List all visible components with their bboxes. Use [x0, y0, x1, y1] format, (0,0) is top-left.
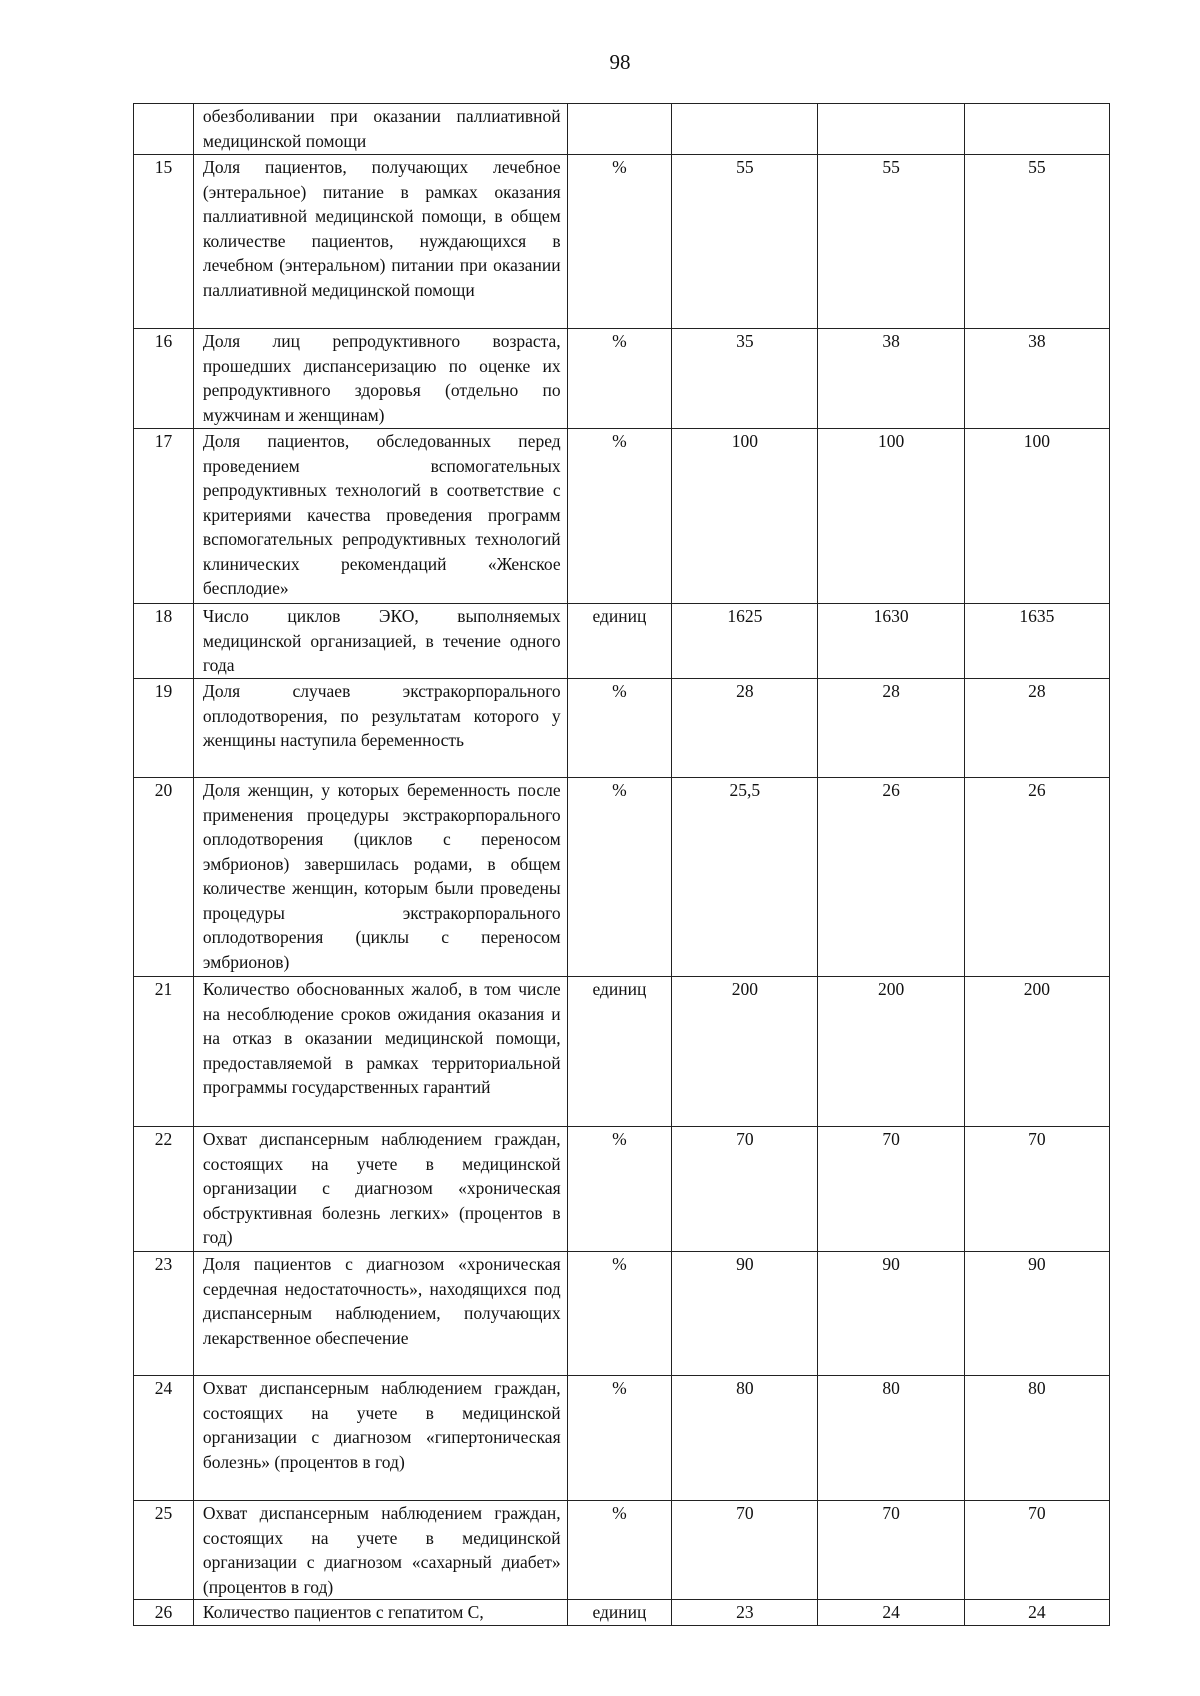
row-number: 24 — [134, 1376, 194, 1501]
value-year-3: 200 — [964, 977, 1109, 1127]
table-row — [134, 155, 1110, 329]
table-row — [134, 604, 1110, 679]
value-year-2: 26 — [818, 778, 964, 977]
value-year-2: 38 — [818, 329, 964, 429]
indicator-name: Охват диспансерным наблюдением граждан, состоящих на учете в медицинской организации с диагнозом «гипертоническая болезнь» (процентов в год) — [193, 1376, 567, 1501]
value-year-3: 80 — [964, 1376, 1109, 1501]
row-number: 15 — [134, 155, 194, 329]
indicator-name: Доля пациентов, обследованных перед проведением вспомогательных репродуктивных технологий в соответствие с критериями качества проведения программ вспомогательных репродуктивных технологий клинических рекомендаций «Женское бесплодие» — [193, 429, 567, 604]
unit-cell: % — [567, 778, 672, 977]
indicator-name: Количество обоснованных жалоб, в том числе на несоблюдение сроков ожидания оказания и на отказ в оказании медицинской помощи, предоставляемой в рамках территориальной программы государственных гарантий — [193, 977, 567, 1127]
value-year-1: 90 — [672, 1252, 818, 1376]
row-number — [134, 104, 194, 155]
value-year-2: 70 — [818, 1501, 964, 1600]
value-year-1: 25,5 — [672, 778, 818, 977]
value-year-1: 200 — [672, 977, 818, 1127]
indicators-table — [133, 103, 1110, 1626]
value-year-1: 28 — [672, 679, 818, 778]
value-year-3: 38 — [964, 329, 1109, 429]
table-row — [134, 1501, 1110, 1600]
indicator-name: Количество пациентов с гепатитом С, — [193, 1600, 567, 1626]
row-number: 25 — [134, 1501, 194, 1600]
table-row — [134, 679, 1110, 778]
unit-cell: единиц — [567, 977, 672, 1127]
value-year-3: 1635 — [964, 604, 1109, 679]
table-row — [134, 1600, 1110, 1626]
value-year-1: 23 — [672, 1600, 818, 1626]
row-number: 26 — [134, 1600, 194, 1626]
value-year-2: 1630 — [818, 604, 964, 679]
table-row — [134, 977, 1110, 1127]
indicator-name: Доля лиц репродуктивного возраста, прошедших диспансеризацию по оценке их репродуктивного здоровья (отдельно по мужчинам и женщинам) — [193, 329, 567, 429]
table-row — [134, 1127, 1110, 1252]
row-number: 20 — [134, 778, 194, 977]
table-row — [134, 429, 1110, 604]
unit-cell: % — [567, 155, 672, 329]
value-year-3: 90 — [964, 1252, 1109, 1376]
value-year-3: 100 — [964, 429, 1109, 604]
value-year-2: 70 — [818, 1127, 964, 1252]
indicator-name: обезболивании при оказании паллиативной медицинской помощи — [193, 104, 567, 155]
value-year-3: 26 — [964, 778, 1109, 977]
value-year-1: 70 — [672, 1127, 818, 1252]
value-year-3: 70 — [964, 1501, 1109, 1600]
unit-cell: единиц — [567, 604, 672, 679]
value-year-3: 28 — [964, 679, 1109, 778]
value-year-2: 55 — [818, 155, 964, 329]
value-year-3 — [964, 104, 1109, 155]
row-number: 16 — [134, 329, 194, 429]
table-row — [134, 1252, 1110, 1376]
table-row — [134, 329, 1110, 429]
value-year-2: 100 — [818, 429, 964, 604]
indicator-name: Охват диспансерным наблюдением граждан, состоящих на учете в медицинской организации с диагнозом «хроническая обструктивная болезнь легких» (процентов в год) — [193, 1127, 567, 1252]
table-row — [134, 104, 1110, 155]
value-year-1: 35 — [672, 329, 818, 429]
value-year-1: 80 — [672, 1376, 818, 1501]
indicator-name: Число циклов ЭКО, выполняемых медицинской организацией, в течение одного года — [193, 604, 567, 679]
row-number: 21 — [134, 977, 194, 1127]
row-number: 18 — [134, 604, 194, 679]
unit-cell: % — [567, 429, 672, 604]
value-year-3: 70 — [964, 1127, 1109, 1252]
value-year-2 — [818, 104, 964, 155]
indicator-name: Охват диспансерным наблюдением граждан, состоящих на учете в медицинской организации с диагнозом «сахарный диабет» (процентов в год) — [193, 1501, 567, 1600]
indicator-name: Доля пациентов с диагнозом «хроническая сердечная недостаточность», находящихся под диспансерным наблюдением, получающих лекарственное обеспечение — [193, 1252, 567, 1376]
unit-cell: % — [567, 679, 672, 778]
value-year-1: 100 — [672, 429, 818, 604]
unit-cell: % — [567, 1501, 672, 1600]
indicators-table-body — [134, 104, 1110, 1626]
value-year-2: 80 — [818, 1376, 964, 1501]
table-row — [134, 778, 1110, 977]
unit-cell: % — [567, 329, 672, 429]
row-number: 22 — [134, 1127, 194, 1252]
indicator-name: Доля пациентов, получающих лечебное (энтеральное) питание в рамках оказания паллиативной медицинской помощи, в общем количестве пациентов, нуждающихся в лечебном (энтеральном) питании при оказании паллиативной медицинской помощи — [193, 155, 567, 329]
value-year-3: 55 — [964, 155, 1109, 329]
value-year-1: 1625 — [672, 604, 818, 679]
unit-cell: единиц — [567, 1600, 672, 1626]
value-year-2: 90 — [818, 1252, 964, 1376]
unit-cell: % — [567, 1252, 672, 1376]
unit-cell: % — [567, 1376, 672, 1501]
value-year-1: 55 — [672, 155, 818, 329]
value-year-1: 70 — [672, 1501, 818, 1600]
value-year-2: 28 — [818, 679, 964, 778]
row-number: 23 — [134, 1252, 194, 1376]
row-number: 17 — [134, 429, 194, 604]
row-number: 19 — [134, 679, 194, 778]
value-year-3: 24 — [964, 1600, 1109, 1626]
value-year-1 — [672, 104, 818, 155]
table-row — [134, 1376, 1110, 1501]
page-number: 98 — [609, 50, 631, 74]
indicator-name: Доля случаев экстракорпорального оплодотворения, по результатам которого у женщины наступила беременность — [193, 679, 567, 778]
value-year-2: 24 — [818, 1600, 964, 1626]
value-year-2: 200 — [818, 977, 964, 1127]
unit-cell — [567, 104, 672, 155]
indicator-name: Доля женщин, у которых беременность после применения процедуры экстракорпорального оплодотворения (циклов с переносом эмбрионов) завершилась родами, в общем количестве женщин, которым были проведены процедуры экстракорпорального оплодотворения (циклы с переносом эмбрионов) — [193, 778, 567, 977]
unit-cell: % — [567, 1127, 672, 1252]
